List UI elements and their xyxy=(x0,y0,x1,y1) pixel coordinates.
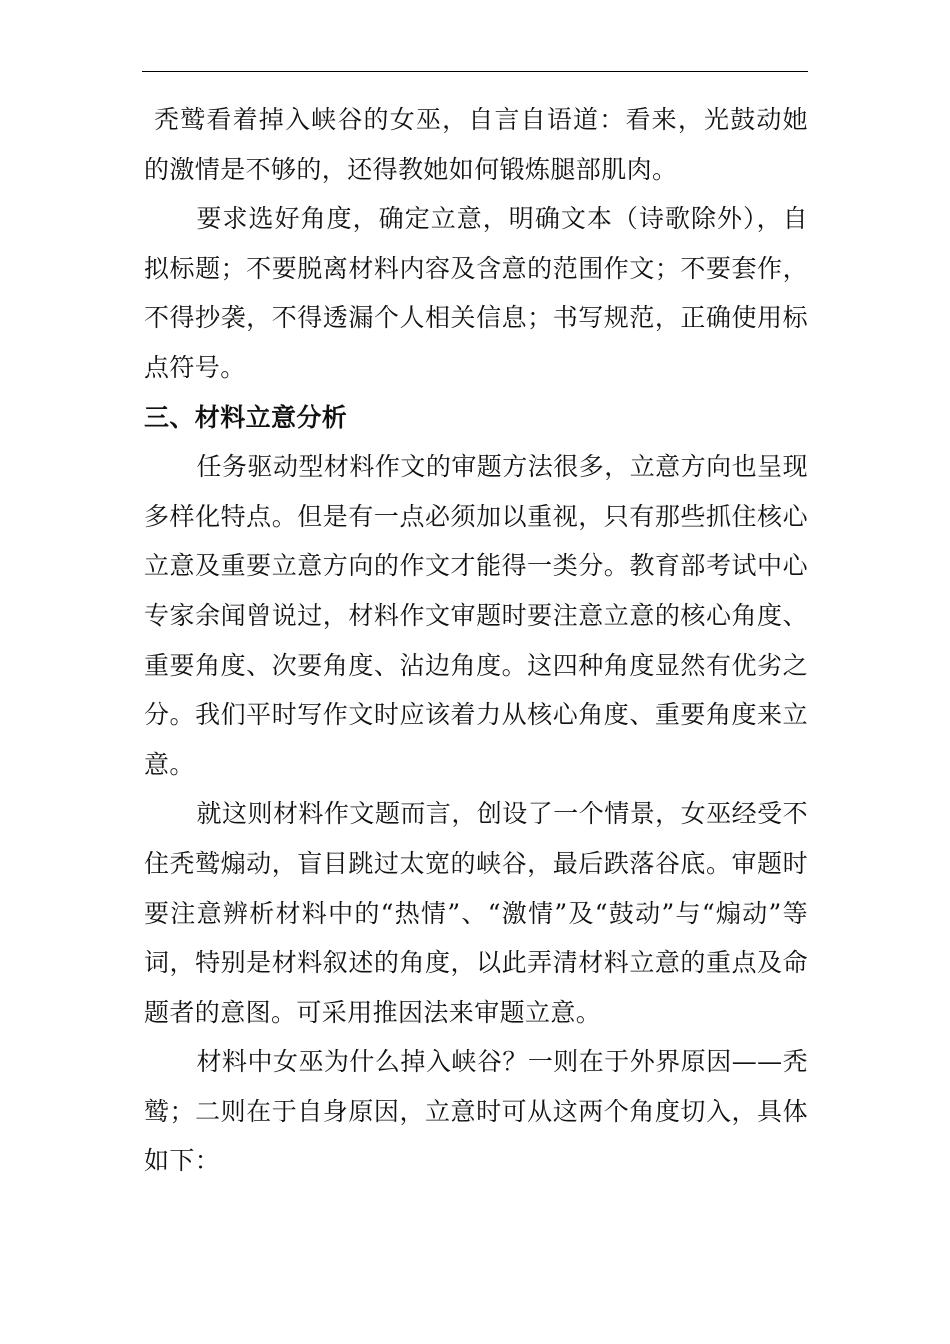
paragraph-task-driven-analysis: 任务驱动型材料作文的审题方法很多，立意方向也呈现多样化特点。但是有一点必须加以重视，只有那些抓住核心立意及重要立意方向的作文才能得一类分。教育部考试中心专家余闻曾说过，材料作文审题时要注意立意的核心角度、重要角度、次要角度、沾边角度。这四种角度显然有优劣之分。我们平时写作文时应该着力从核心角度、重要角度来立意。 xyxy=(144,452,808,779)
paragraph-cause-analysis: 材料中女巫为什么掉入峡谷？一则在于外界原因——秃鹫；二则在于自身原因，立意时可从这两个角度切入，具体如下： xyxy=(144,1047,808,1176)
paragraph-vulture-monologue: 秃鹫看着掉入峡谷的女巫，自言自语道：看来，光鼓动她的激情是不够的，还得教她如何锻炼腿部肌肉。 xyxy=(144,105,808,184)
header-rule xyxy=(142,71,808,72)
paragraph-material-scenario: 就这则材料作文题而言，创设了一个情景，女巫经受不住秃鹫煽动，盲目跳过太宽的峡谷，最后跌落谷底。审题时要注意辨析材料中的“热情”、“激情”及“鼓动”与“煽动”等词，特别是材料叙述的角度，以此弄清材料立意的重点及命题者的意图。可采用推因法来审题立意。 xyxy=(144,799,808,1027)
section-heading: 三、材料立意分析 xyxy=(144,402,348,432)
paragraph-writing-requirements: 要求选好角度，确定立意，明确文本（诗歌除外），自拟标题；不要脱离材料内容及含意的范围作文；不要套作，不得抄袭，不得透漏个人相关信息；书写规范，正确使用标点符号。 xyxy=(144,204,808,382)
document-body xyxy=(144,95,808,1186)
